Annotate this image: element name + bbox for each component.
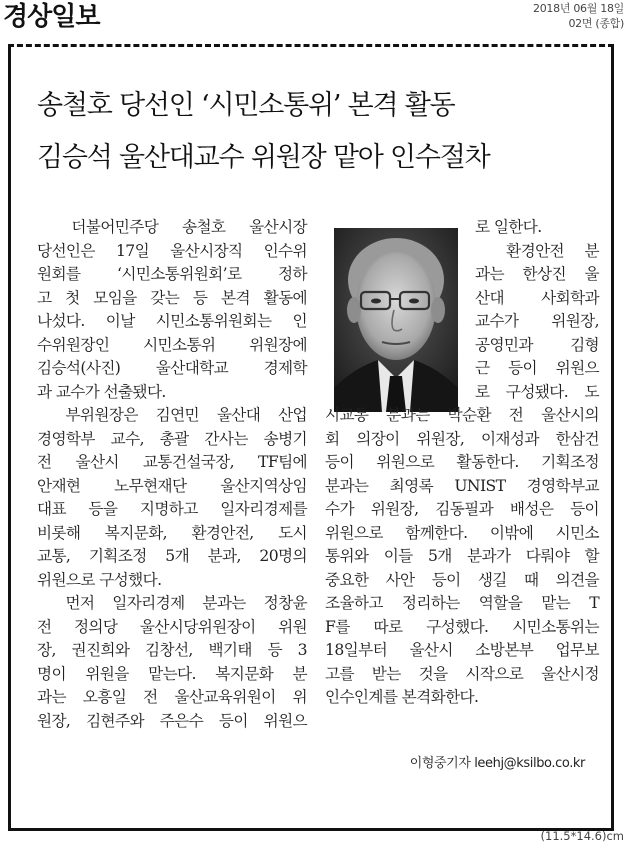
dateline <box>533 1 624 31</box>
text-line: 고 첫 모임을 갖는 등 본격 활동에 <box>37 288 307 307</box>
text-line: 당선인은 17일 울산시장직 인수위 <box>37 241 307 260</box>
text-line: 비롯해 복지문화, 환경안전, 도시 <box>37 523 307 542</box>
text-line: 경영학부 교수, 총괄 간사는 송병기 <box>37 429 307 448</box>
text-line: 위원으로 함께한다. 이밖에 시민소 <box>325 523 599 542</box>
portrait-photo-image <box>334 228 458 412</box>
text-line: 나섰다. 이날 시민소통위원회는 인 <box>37 312 307 330</box>
text-line: 중요한 사안 등이 생길 때 의견을 <box>325 570 599 589</box>
text-line: 고를 받는 것을 시작으로 울산시정 <box>325 664 599 683</box>
text-line: 공영민과 김형 <box>475 335 599 354</box>
article-column-left <box>37 216 307 733</box>
article-column-right-bottom <box>325 404 599 710</box>
text-line: 수위원장인 시민소통위 위원장에 <box>37 335 307 354</box>
text-line: 장, 권진희와 김창선, 백기태 등 3 <box>37 641 307 659</box>
text-line: 부위원장은 김연민 울산대 산업 <box>37 406 307 424</box>
reporter-byline: 이형중기자 leehj@ksilbo.co.kr <box>409 756 585 771</box>
text-line: 먼저 일자리경제 분과는 정창윤 <box>37 594 307 612</box>
clipping-dashed-border <box>8 44 614 47</box>
portrait-photo <box>334 228 458 412</box>
text-line: 조율하고 정리하는 역할을 맡는 T <box>325 594 599 612</box>
text-line: 과는 오흥일 전 울산교육위원이 위 <box>37 688 307 706</box>
text-line: 회 의장이 위원장, 이재성과 한삼건 <box>325 429 599 448</box>
text-line: 원회를 ‘시민소통위원회’로 정하 <box>37 265 307 283</box>
text-line: 안재현 노무현재단 울산지역상임 <box>37 476 307 495</box>
text-line: F를 따로 구성했다. 시민소통위는 <box>325 617 599 636</box>
clipping-size-note: (11.5*14.6)cm <box>540 829 624 843</box>
newspaper-masthead: 경상일보 <box>3 2 100 32</box>
text-line: 수가 위원장, 김동필과 배성은 등이 <box>325 500 599 518</box>
publication-date: 2018년 06월 18일 <box>533 2 624 15</box>
text-line: 18일부터 울산시 소방본부 업무보 <box>325 641 599 659</box>
text-line: 위원으로 구성했다. <box>37 570 162 589</box>
text-line: 시교통 분과는 박순환 전 울산시의 <box>325 406 599 424</box>
text-line: 교통, 기획조정 5개 분과, 20명의 <box>37 547 307 565</box>
text-line: 전 정의당 울산시당위원장이 위원 <box>37 617 307 636</box>
text-line: 과는 한상진 울 <box>475 265 599 283</box>
text-line: 김승석(사진) 울산대학교 경제학 <box>37 359 307 377</box>
text-line: 근 등이 위원으 <box>475 359 599 377</box>
text-line: 분과는 최영록 UNIST 경영학부교 <box>325 476 599 495</box>
text-line: 과 교수가 선출됐다. <box>37 382 166 401</box>
text-line: 더불어민주당 송철호 울산시장 <box>37 218 307 236</box>
text-line: 등이 위원으로 활동한다. 기획조정 <box>325 453 599 471</box>
text-line: 명이 위원을 맡는다. 복지문화 분 <box>37 664 307 683</box>
headline-line-1: 송철호 당선인 ‘시민소통위’ 본격 활동 <box>37 90 455 121</box>
article-column-right-top <box>475 216 599 404</box>
text-line: 환경안전 분 <box>475 241 599 260</box>
article-box <box>8 44 614 831</box>
text-line: 통위와 이들 5개 분과가 다뤄야 할 <box>325 547 599 565</box>
page-section: 02면 (종합) <box>568 17 624 30</box>
text-line: 원장, 김현주와 주은수 등이 위원으 <box>37 711 307 730</box>
text-line: 로 일한다. <box>475 218 542 236</box>
headline <box>37 80 597 184</box>
headline-line-2: 김승석 울산대교수 위원장 맡아 인수절차 <box>37 142 490 173</box>
text-line: 로 구성됐다. 도 <box>475 382 599 401</box>
text-line: 산대 사회학과 <box>475 288 599 307</box>
text-line: 인수인계를 본격화한다. <box>325 688 479 706</box>
text-line: 대표 등을 지명하고 일자리경제를 <box>37 500 307 518</box>
text-line: 교수가 위원장, <box>475 312 599 330</box>
text-line: 전 울산시 교통건설국장, TF팀에 <box>37 453 307 471</box>
